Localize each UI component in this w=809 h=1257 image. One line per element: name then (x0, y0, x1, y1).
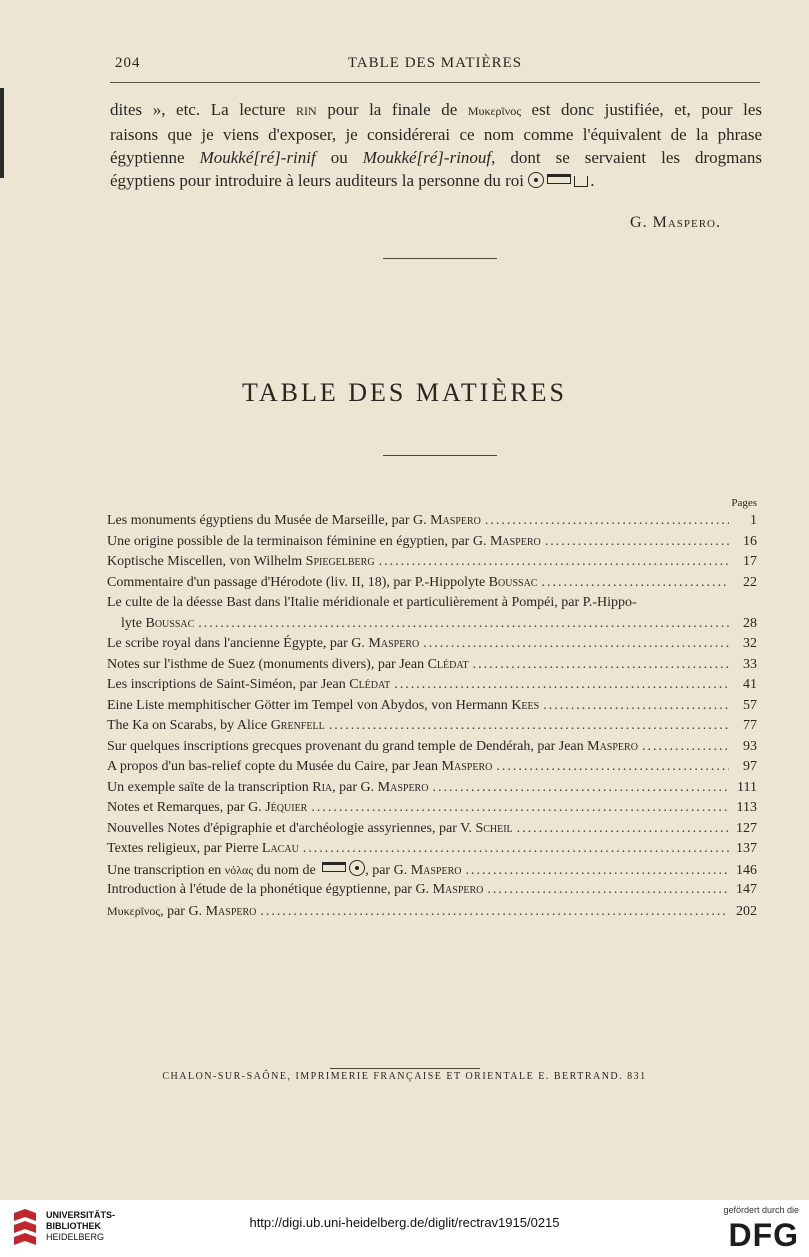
toc-entry-line: Le culte de la déesse Bast dans l'Italie méridionale et particulièrement à Pompéi, par P.-Hippo- (107, 595, 637, 610)
toc-leader-dots (541, 573, 729, 594)
section-rule-bottom (383, 455, 497, 456)
running-title: TABLE DES MATIÈRES (347, 55, 523, 71)
toc-leader-dots (543, 696, 729, 717)
toc-entry-pre: Notes sur l'isthme de Suez (monuments divers), par Jean (107, 656, 428, 672)
toc-entry-title (107, 552, 375, 573)
paragraph-line-4: égyptiens pour introduire à leurs auditeurs la personne du roi . (110, 171, 595, 190)
library-name: UNIVERSITÄTS- BIBLIOTHEK HEIDELBERG (46, 1210, 116, 1242)
toc-entry-author: Maspero (205, 903, 257, 919)
toc-leader-dots (260, 902, 729, 923)
toc-entry-title (107, 532, 541, 553)
toc-page-number: 97 (743, 759, 757, 774)
table-of-contents (107, 495, 757, 921)
paragraph-line-1: dites », etc. La lecture rin pour la finale de Μυκερῖνος est donc justifiée, et, pour les (110, 100, 762, 119)
toc-page-number: 22 (743, 574, 757, 590)
toc-entry-author: Grenfell (270, 718, 325, 733)
toc-page-number: 77 (743, 718, 757, 733)
toc-page-number: 111 (737, 779, 757, 795)
toc-leader-dots (487, 880, 729, 901)
toc-entry-author: Maspero (377, 779, 429, 795)
toc-entry (107, 552, 757, 573)
closing-paragraph (110, 98, 762, 192)
toc-entry-author: Maspero (410, 862, 462, 878)
toc-entry-author: Boussac (145, 615, 195, 631)
toc-entry-title (107, 696, 539, 717)
toc-entry-title (107, 798, 307, 819)
toc-entry-pre: Introduction à l'étude de la phonétique égyptienne, par G. (107, 882, 433, 897)
toc-page-number: 113 (736, 800, 757, 815)
toc-entry (107, 901, 757, 922)
dfg-logo: DFG (728, 1217, 799, 1253)
toc-entry-title (107, 716, 325, 737)
toc-entry-pre: Koptische Miscellen, von Wilhelm (107, 554, 306, 569)
toc-entry-author: Scheil (475, 820, 513, 836)
toc-entry-pre2: du nom de (253, 862, 320, 878)
toc-entry (107, 757, 757, 778)
toc-page-number: 28 (743, 615, 757, 631)
toc-page-number: 137 (736, 841, 757, 856)
toc-entry-pre: lyte (121, 615, 146, 631)
toc-leader-dots (432, 778, 729, 799)
toc-entry-author: Maspero (368, 636, 420, 651)
toc-entry-pre: A propos d'un bas-relief copte du Musée du Caire, par Jean (107, 759, 442, 774)
toc-entry-author: Maspero (432, 882, 484, 897)
toc-leader-dots (517, 819, 729, 840)
imprint-rule (330, 1068, 480, 1069)
toc-entry (107, 511, 757, 532)
toc-entry (107, 778, 757, 799)
toc-entry-pre3: , par G. (365, 862, 411, 878)
toc-entry-title (107, 880, 483, 901)
toc-entry-author: Boussac (488, 574, 538, 590)
toc-entry-author: Spiegelberg (305, 554, 375, 569)
toc-entry-pre2: , par G. (332, 779, 378, 795)
running-head (110, 55, 760, 77)
toc-entry-title (107, 778, 428, 799)
toc-page-number: 147 (736, 882, 757, 897)
section-rule-top (383, 258, 497, 259)
toc-page-number: 127 (736, 820, 757, 836)
toc-entry-author: Maspero (489, 533, 541, 549)
toc-entry-author: Lacau (261, 841, 299, 856)
permalink-url[interactable]: http://digi.ub.uni-heidelberg.de/diglit/rectrav1915/0215 (249, 1215, 560, 1230)
toc-entry-pre: Notes et Remarques, par G. (107, 800, 266, 815)
toc-page-number: 41 (743, 677, 757, 692)
toc-leader-dots (496, 757, 729, 778)
toc-entry-title (107, 511, 481, 532)
toc-list (107, 511, 757, 921)
funding-label: gefördert durch die (723, 1205, 799, 1215)
toc-entry-pre: Un exemple saïte de la transcription (107, 779, 313, 795)
toc-entry-pre: Textes religieux, par Pierre (107, 841, 262, 856)
toc-entry-author: Kees (511, 697, 540, 713)
toc-entry (107, 614, 757, 635)
pages-column-label: Pages (731, 497, 757, 509)
toc-entry-author: Jéquier (265, 800, 308, 815)
toc-entry (107, 839, 757, 860)
page-number: 204 (115, 55, 141, 71)
toc-page-number: 202 (736, 903, 757, 919)
toc-leader-dots (423, 634, 729, 655)
toc-leader-dots (473, 655, 729, 676)
toc-entry-mid: Ria (312, 779, 333, 795)
toc-leader-dots (379, 552, 729, 573)
toc-entry-pre: Une origine possible de la terminaison féminine en égyptien, par G. (107, 533, 490, 549)
toc-page-number: 17 (743, 554, 757, 569)
toc-entry-pre: Une transcription en (107, 862, 225, 878)
toc-page-number: 1 (750, 513, 757, 528)
toc-entry-pre2: , par G. (160, 903, 206, 919)
toc-entry (107, 716, 757, 737)
toc-entry (107, 880, 757, 901)
toc-entry-pre: Les inscriptions de Saint-Siméon, par Jean (107, 677, 350, 692)
toc-entry (107, 737, 757, 758)
toc-entry-pre: The Ka on Scarabs, by Alice (107, 718, 271, 733)
imprint: CHALON-SUR-SAÔNE, IMPRIMERIE FRANÇAISE ET ORIENTALE E. BERTRAND. 831 (162, 1071, 647, 1082)
toc-entry-greek: νόλας (224, 862, 254, 877)
header-rule (110, 82, 760, 83)
toc-leader-dots (642, 737, 729, 758)
toc-leader-dots (329, 716, 729, 737)
toc-entry-pre: Nouvelles Notes d'épigraphie et d'archéologie assyriennes, par V. (107, 820, 476, 836)
toc-leader-dots (466, 861, 730, 882)
toc-entry (107, 634, 757, 655)
toc-leader-dots (198, 614, 729, 635)
toc-entry-greek: Μυκερῖνος (107, 903, 161, 918)
toc-entry-title (107, 737, 638, 758)
toc-entry-title (107, 839, 299, 860)
signature: G. Maspero. (630, 214, 721, 231)
toc-entry-title (107, 901, 256, 923)
toc-entry-author: Maspero (430, 513, 481, 528)
toc-entry (107, 675, 757, 696)
toc-entry (107, 860, 757, 881)
toc-page-number: 16 (743, 533, 757, 549)
toc-page-number: 57 (743, 697, 757, 713)
toc-entry-pre: Le scribe royal dans l'ancienne Égypte, par G. (107, 636, 369, 651)
toc-entry-title (107, 819, 513, 840)
toc-leader-dots (303, 839, 729, 860)
ka-arms-glyph-icon (574, 176, 588, 187)
hieroglyph-name-icon (319, 863, 365, 878)
toc-entry (107, 798, 757, 819)
toc-entry-author: Maspero (441, 759, 493, 774)
toc-entry-pre: Eine Liste memphitischer Götter im Tempel von Abydos, von Hermann (107, 697, 512, 713)
toc-entry (107, 532, 757, 553)
toc-entry-pre: Sur quelques inscriptions grecques provenant du grand temple de Dendérah, par Jean (107, 738, 588, 754)
toc-page-number: 33 (743, 656, 757, 672)
sun-disk-glyph-icon (528, 172, 544, 188)
toc-title: TABLE DES MATIÈRES (242, 378, 567, 407)
toc-entry-title (121, 614, 194, 635)
paragraph-line-3: égyptienne Moukké[ré]-rinif ou Moukké[ré]-rinouf, dont se servaient les drogmans (110, 148, 763, 167)
toc-entry (107, 655, 757, 676)
toc-leader-dots (311, 798, 729, 819)
toc-entry-author: Clédat (427, 656, 469, 672)
toc-entry (107, 819, 757, 840)
toc-leader-dots (485, 511, 729, 532)
paragraph-line-2: raisons que je viens d'exposer, je considérerai ce nom comme l'équivalent de la phrase (110, 125, 762, 144)
toc-entry-author: Clédat (349, 677, 391, 692)
toc-entry-pre: Commentaire d'un passage d'Hérodote (liv. II, 18), par P.-Hippolyte (107, 574, 489, 590)
toc-entry-title (107, 634, 419, 655)
toc-page-number: 146 (736, 862, 757, 878)
hieroglyph-bar-icon (547, 174, 571, 184)
toc-entry (107, 573, 757, 594)
toc-entry-title (107, 757, 492, 778)
toc-entry-title (107, 675, 390, 696)
toc-leader-dots (545, 532, 729, 553)
toc-entry-author: Maspero (587, 738, 638, 754)
toc-entry-pre: Les monuments égyptiens du Musée de Marseille, par G. (107, 513, 431, 528)
toc-leader-dots (394, 675, 729, 696)
toc-entry-title (107, 860, 462, 882)
toc-entry-title (107, 655, 469, 676)
page-edge-shadow (0, 88, 4, 178)
toc-entry-title (107, 573, 537, 594)
toc-page-number: 93 (743, 738, 757, 754)
toc-entry (107, 696, 757, 717)
toc-page-number: 32 (743, 636, 757, 651)
viewer-footer (0, 1200, 809, 1257)
